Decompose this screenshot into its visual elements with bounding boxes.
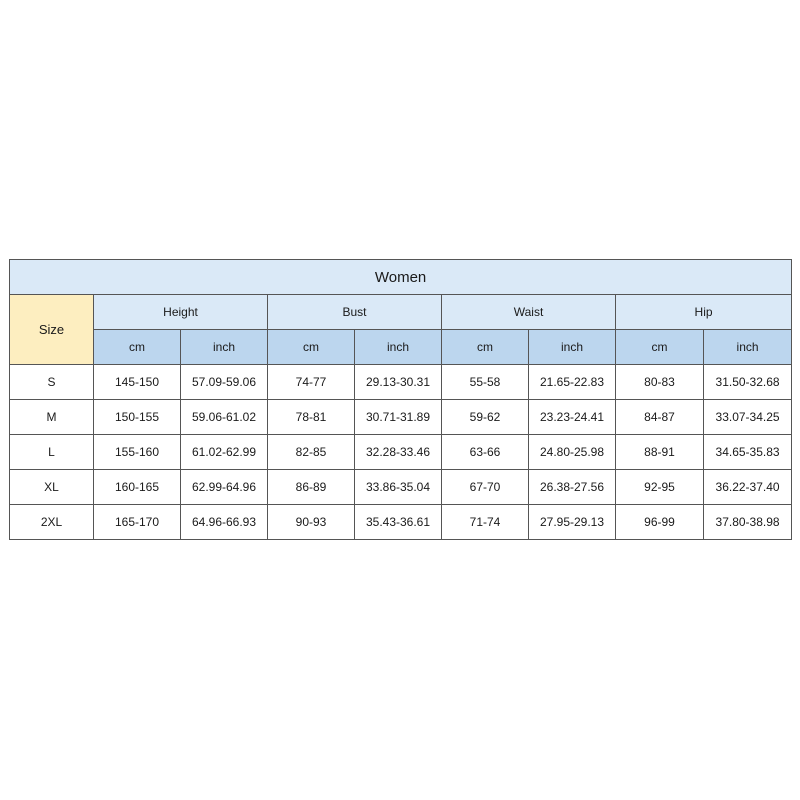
- value-cell: 82-85: [268, 435, 355, 470]
- hip-cm-header: cm: [616, 330, 704, 365]
- value-cell: 55-58: [442, 365, 529, 400]
- value-cell: 67-70: [442, 470, 529, 505]
- table-row: [10, 470, 792, 505]
- bust-inch-header: inch: [355, 330, 442, 365]
- value-cell: 27.95-29.13: [529, 505, 616, 540]
- table-row: [10, 400, 792, 435]
- value-cell: 155-160: [94, 435, 181, 470]
- value-cell: 23.23-24.41: [529, 400, 616, 435]
- value-cell: 63-66: [442, 435, 529, 470]
- height-inch-header: inch: [181, 330, 268, 365]
- size-cell: 2XL: [10, 505, 94, 540]
- value-cell: 37.80-38.98: [704, 505, 792, 540]
- size-cell: S: [10, 365, 94, 400]
- waist-cm-header: cm: [442, 330, 529, 365]
- waist-group-header: Waist: [442, 295, 616, 330]
- value-cell: 33.86-35.04: [355, 470, 442, 505]
- value-cell: 30.71-31.89: [355, 400, 442, 435]
- size-chart-table: [9, 259, 792, 540]
- value-cell: 35.43-36.61: [355, 505, 442, 540]
- value-cell: 61.02-62.99: [181, 435, 268, 470]
- hip-group-header: Hip: [616, 295, 792, 330]
- hip-inch-header: inch: [704, 330, 792, 365]
- value-cell: 59-62: [442, 400, 529, 435]
- value-cell: 88-91: [616, 435, 704, 470]
- size-cell: M: [10, 400, 94, 435]
- value-cell: 62.99-64.96: [181, 470, 268, 505]
- value-cell: 33.07-34.25: [704, 400, 792, 435]
- value-cell: 78-81: [268, 400, 355, 435]
- value-cell: 145-150: [94, 365, 181, 400]
- value-cell: 90-93: [268, 505, 355, 540]
- title-row: [10, 260, 792, 295]
- value-cell: 71-74: [442, 505, 529, 540]
- value-cell: 57.09-59.06: [181, 365, 268, 400]
- bust-group-header: Bust: [268, 295, 442, 330]
- size-cell: L: [10, 435, 94, 470]
- size-cell: XL: [10, 470, 94, 505]
- table-row: [10, 505, 792, 540]
- value-cell: 34.65-35.83: [704, 435, 792, 470]
- value-cell: 64.96-66.93: [181, 505, 268, 540]
- value-cell: 31.50-32.68: [704, 365, 792, 400]
- height-cm-header: cm: [94, 330, 181, 365]
- value-cell: 84-87: [616, 400, 704, 435]
- table-title: Women: [10, 260, 792, 295]
- value-cell: 92-95: [616, 470, 704, 505]
- value-cell: 29.13-30.31: [355, 365, 442, 400]
- waist-inch-header: inch: [529, 330, 616, 365]
- table-row: [10, 365, 792, 400]
- value-cell: 26.38-27.56: [529, 470, 616, 505]
- value-cell: 32.28-33.46: [355, 435, 442, 470]
- bust-cm-header: cm: [268, 330, 355, 365]
- value-cell: 59.06-61.02: [181, 400, 268, 435]
- height-group-header: Height: [94, 295, 268, 330]
- value-cell: 96-99: [616, 505, 704, 540]
- value-cell: 165-170: [94, 505, 181, 540]
- value-cell: 74-77: [268, 365, 355, 400]
- size-column-header: Size: [10, 295, 94, 365]
- value-cell: 80-83: [616, 365, 704, 400]
- unit-header-row: [10, 330, 792, 365]
- value-cell: 160-165: [94, 470, 181, 505]
- value-cell: 36.22-37.40: [704, 470, 792, 505]
- value-cell: 86-89: [268, 470, 355, 505]
- group-header-row: [10, 295, 792, 330]
- table-row: [10, 435, 792, 470]
- value-cell: 24.80-25.98: [529, 435, 616, 470]
- value-cell: 150-155: [94, 400, 181, 435]
- value-cell: 21.65-22.83: [529, 365, 616, 400]
